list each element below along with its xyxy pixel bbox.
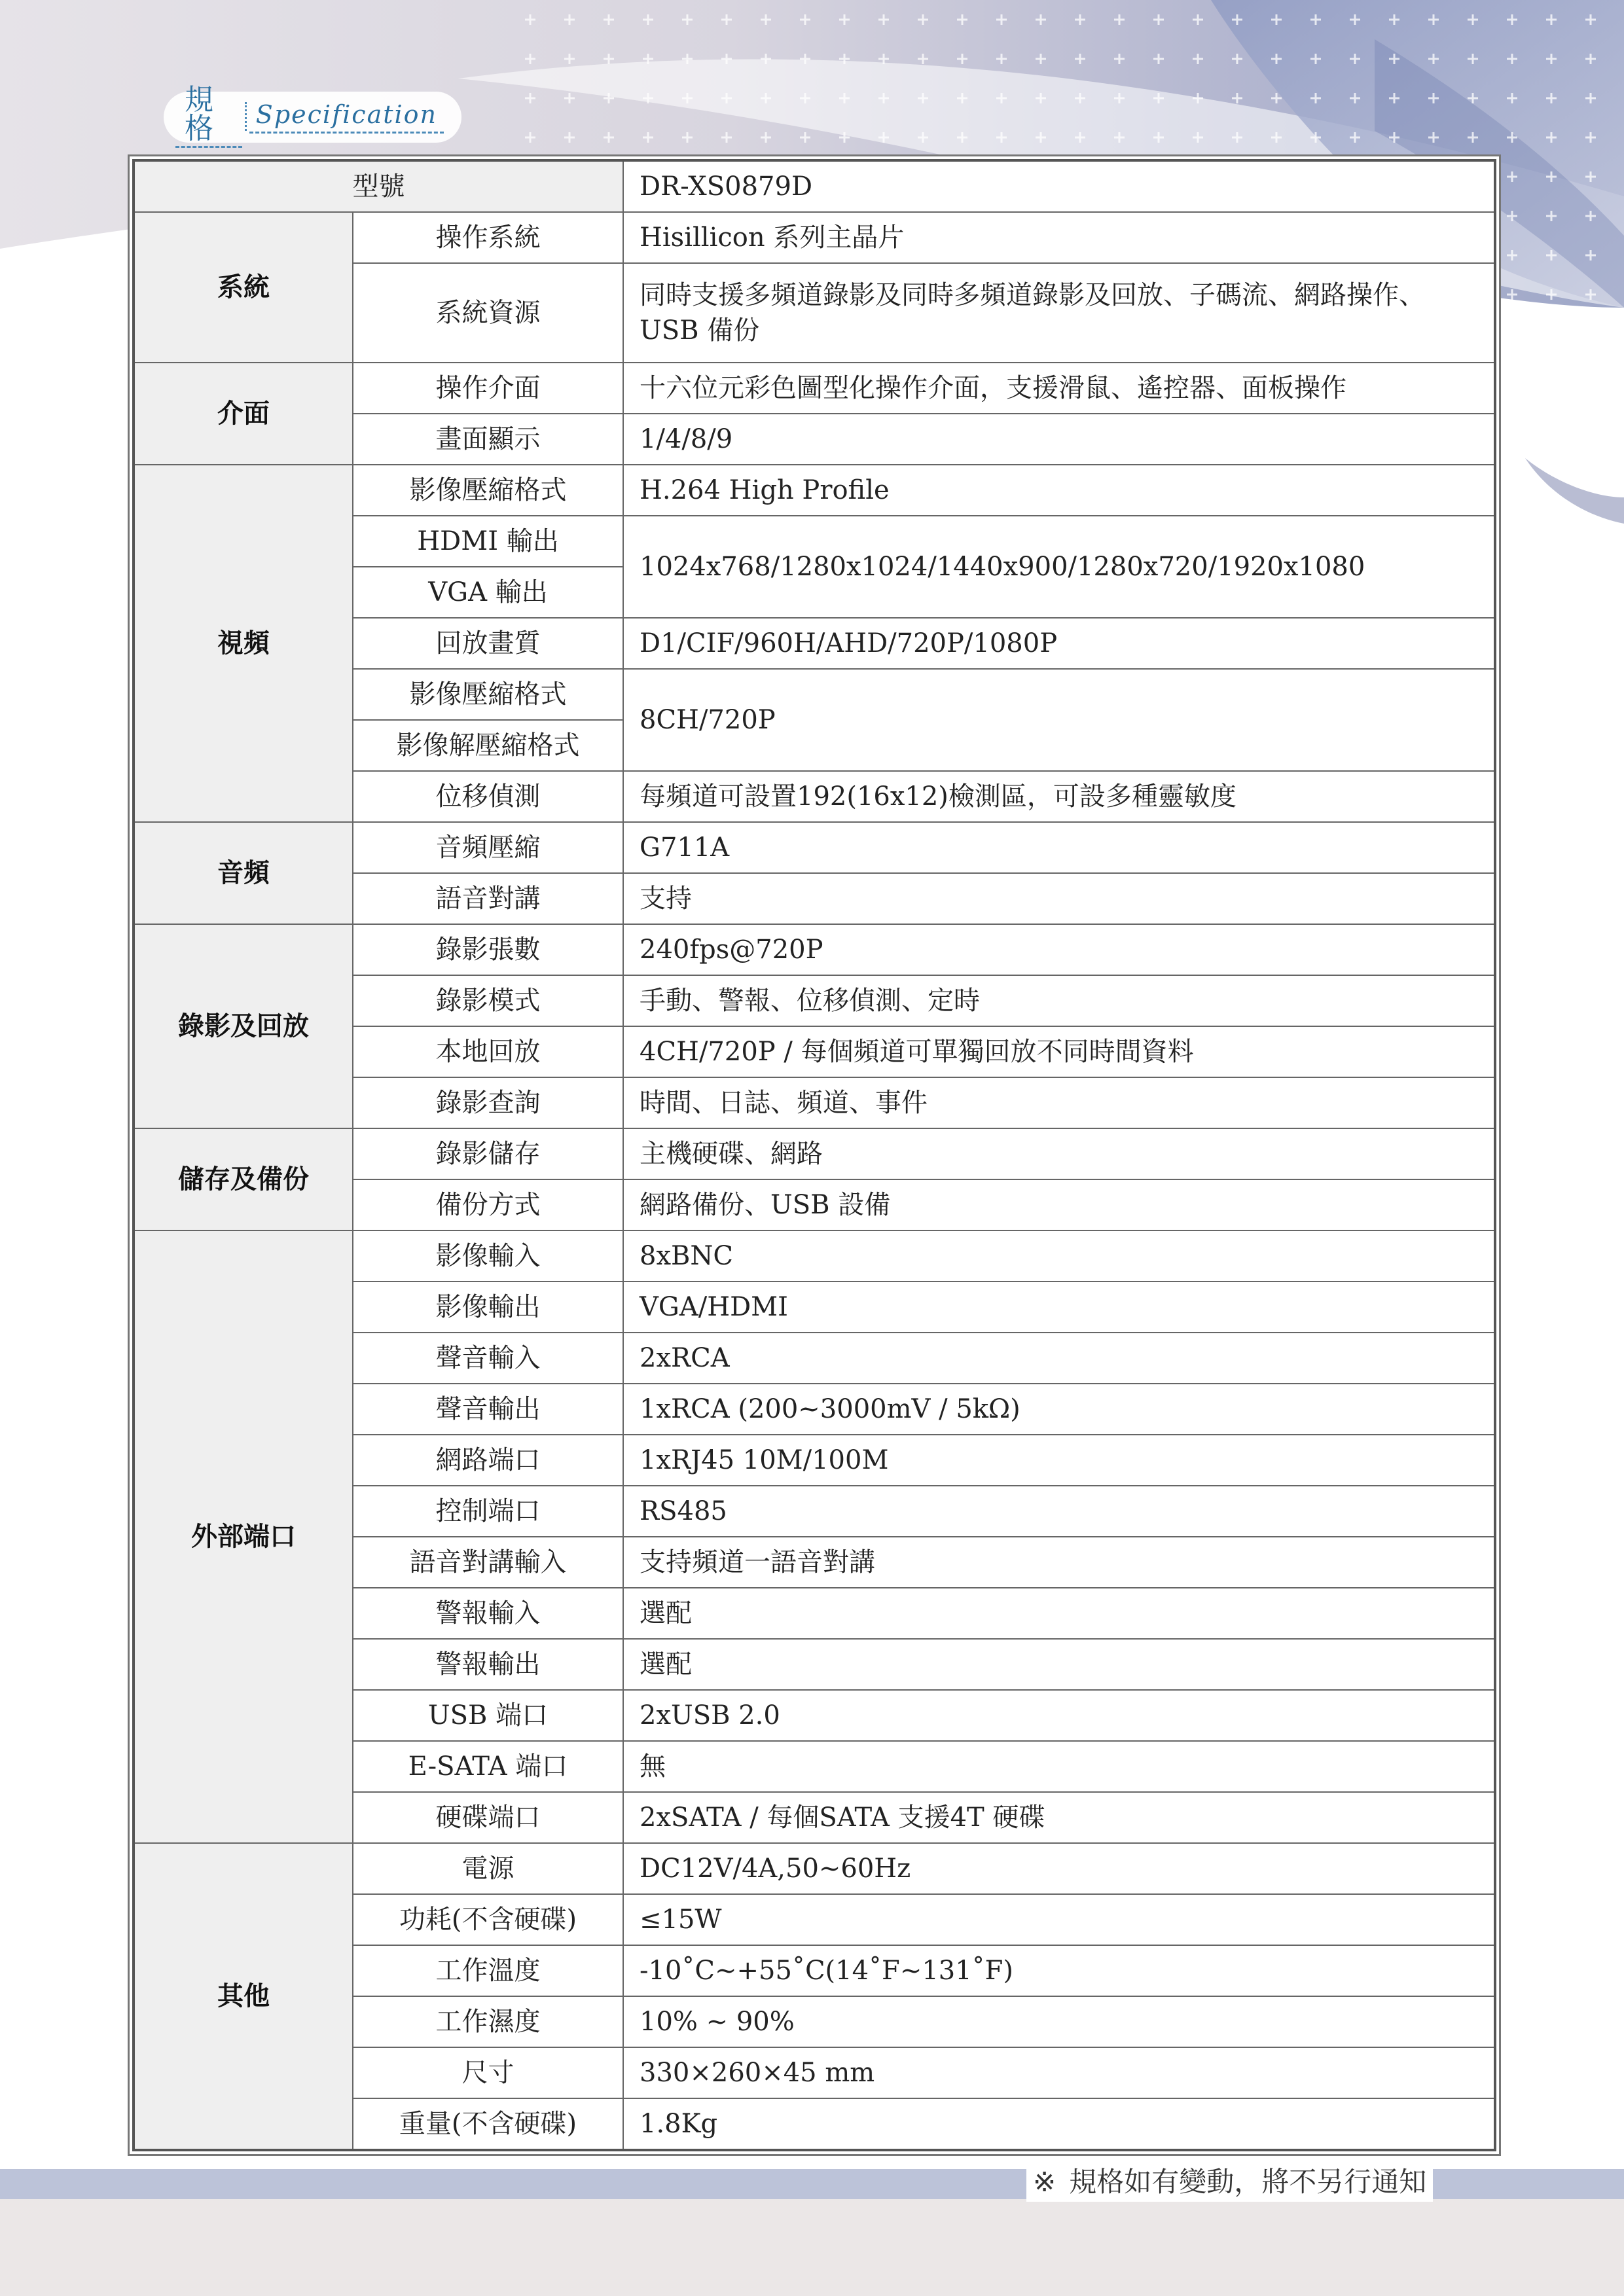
category-system: 系統: [134, 212, 353, 363]
spec-item: 硬碟端口: [353, 1792, 623, 1843]
spec-item: 語音對講: [353, 873, 623, 924]
spec-item: 警報輸入: [353, 1588, 623, 1639]
model-label: 型號: [134, 160, 623, 212]
spec-item: 位移偵測: [353, 771, 623, 822]
spec-item: 錄影儲存: [353, 1128, 623, 1179]
spec-item: E-SATA 端口: [353, 1741, 623, 1792]
footer-notice: [1026, 2162, 1433, 2202]
spec-value: 1024x768/1280x1024/1440x900/1280x720/1920x1080: [623, 516, 1495, 618]
spec-value: 支持頻道一語音對講: [623, 1537, 1495, 1588]
category-audio: 音頻: [134, 822, 353, 924]
spec-item: 錄影查詢: [353, 1077, 623, 1128]
spec-item: 系統資源: [353, 263, 623, 363]
spec-value: DC12V/4A,50~60Hz: [623, 1843, 1495, 1894]
spec-item: 功耗(不含硬碟): [353, 1894, 623, 1945]
category-video: 視頻: [134, 465, 353, 822]
spec-value: 1xRJ45 10M/100M: [623, 1435, 1495, 1486]
table-row: [134, 1230, 1495, 1282]
spec-value: 240fps@720P: [623, 924, 1495, 975]
header-title-en: Specification: [249, 100, 444, 134]
spec-value: Hisillicon 系列主晶片: [623, 212, 1495, 263]
notice-mark: ※: [1033, 2166, 1056, 2198]
table-row: [134, 160, 1495, 212]
spec-item: VGA 輸出: [353, 567, 623, 618]
spec-value: H.264 High Profile: [623, 465, 1495, 516]
category-storage-backup: 儲存及備份: [134, 1128, 353, 1230]
spec-item: 工作溫度: [353, 1945, 623, 1996]
table-row: [134, 924, 1495, 975]
spec-item: 本地回放: [353, 1026, 623, 1077]
category-interface: 介面: [134, 363, 353, 465]
spec-item: 畫面顯示: [353, 414, 623, 465]
spec-item: 操作介面: [353, 363, 623, 414]
table-row: [134, 1843, 1495, 1894]
spec-value: 1xRCA (200~3000mV / 5kΩ): [623, 1384, 1495, 1435]
spec-value: 10% ~ 90%: [623, 1996, 1495, 2047]
category-other: 其他: [134, 1843, 353, 2150]
spec-value: 8xBNC: [623, 1230, 1495, 1282]
spec-value: 選配: [623, 1588, 1495, 1639]
spec-value: 每頻道可設置192(16x12)檢測區，可設多種靈敏度: [623, 771, 1495, 822]
spec-item: 網路端口: [353, 1435, 623, 1486]
table-row: [134, 1128, 1495, 1179]
spec-value: 2xSATA / 每個SATA 支援4T 硬碟: [623, 1792, 1495, 1843]
spec-value: RS485: [623, 1486, 1495, 1537]
notice-text: 規格如有變動，將不另行通知: [1069, 2166, 1427, 2198]
table-row: [134, 363, 1495, 414]
spec-item: 錄影模式: [353, 975, 623, 1026]
table-row: [134, 822, 1495, 873]
spec-value: 2xUSB 2.0: [623, 1690, 1495, 1741]
spec-value: 同時支援多頻道錄影及同時多頻道錄影及回放、子碼流、網路操作、USB 備份: [623, 263, 1495, 363]
spec-value: 網路備份、USB 設備: [623, 1179, 1495, 1230]
spec-value: ≤15W: [623, 1894, 1495, 1945]
spec-item: 回放畫質: [353, 618, 623, 669]
spec-value: 330×260×45 mm: [623, 2047, 1495, 2098]
spec-item: 影像解壓縮格式: [353, 720, 623, 771]
spec-item: 聲音輸出: [353, 1384, 623, 1435]
table-row: [134, 212, 1495, 263]
spec-item: 工作濕度: [353, 1996, 623, 2047]
spec-value: -10˚C~+55˚C(14˚F~131˚F): [623, 1945, 1495, 1996]
spec-value: 8CH/720P: [623, 669, 1495, 771]
spec-item: 影像輸出: [353, 1282, 623, 1333]
spec-value: G711A: [623, 822, 1495, 873]
spec-value: 支持: [623, 873, 1495, 924]
spec-value: 時間、日誌、頻道、事件: [623, 1077, 1495, 1128]
spec-value: 1/4/8/9: [623, 414, 1495, 465]
spec-value: 十六位元彩色圖型化操作介面，支援滑鼠、遙控器、面板操作: [623, 363, 1495, 414]
spec-value: 選配: [623, 1639, 1495, 1690]
category-external-ports: 外部端口: [134, 1230, 353, 1843]
spec-item: 操作系統: [353, 212, 623, 263]
spec-value: 手動、警報、位移偵測、定時: [623, 975, 1495, 1026]
spec-item: 語音對講輸入: [353, 1537, 623, 1588]
spec-value: 1.8Kg: [623, 2098, 1495, 2150]
header-separator: [245, 102, 247, 131]
spec-value: VGA/HDMI: [623, 1282, 1495, 1333]
spec-item: 備份方式: [353, 1179, 623, 1230]
header-title-zh: 規格: [175, 86, 242, 148]
spec-table: [132, 159, 1496, 2151]
spec-item: USB 端口: [353, 1690, 623, 1741]
spec-item: 影像壓縮格式: [353, 465, 623, 516]
spec-item: HDMI 輸出: [353, 516, 623, 567]
spec-value: 2xRCA: [623, 1333, 1495, 1384]
spec-item: 警報輸出: [353, 1639, 623, 1690]
spec-item: 影像輸入: [353, 1230, 623, 1282]
spec-item: 控制端口: [353, 1486, 623, 1537]
category-record-playback: 錄影及回放: [134, 924, 353, 1128]
spec-item: 聲音輸入: [353, 1333, 623, 1384]
model-value: DR-XS0879D: [623, 160, 1495, 212]
spec-value: 無: [623, 1741, 1495, 1792]
spec-value: 主機硬碟、網路: [623, 1128, 1495, 1179]
spec-value: 4CH/720P / 每個頻道可單獨回放不同時間資料: [623, 1026, 1495, 1077]
spec-item: 重量(不含硬碟): [353, 2098, 623, 2150]
section-header: [164, 82, 461, 145]
spec-item: 尺寸: [353, 2047, 623, 2098]
table-row: [134, 465, 1495, 516]
spec-item: 影像壓縮格式: [353, 669, 623, 720]
spec-item: 電源: [353, 1843, 623, 1894]
footer-background: [0, 2199, 1624, 2296]
spec-value: D1/CIF/960H/AHD/720P/1080P: [623, 618, 1495, 669]
spec-item: 音頻壓縮: [353, 822, 623, 873]
spec-item: 錄影張數: [353, 924, 623, 975]
